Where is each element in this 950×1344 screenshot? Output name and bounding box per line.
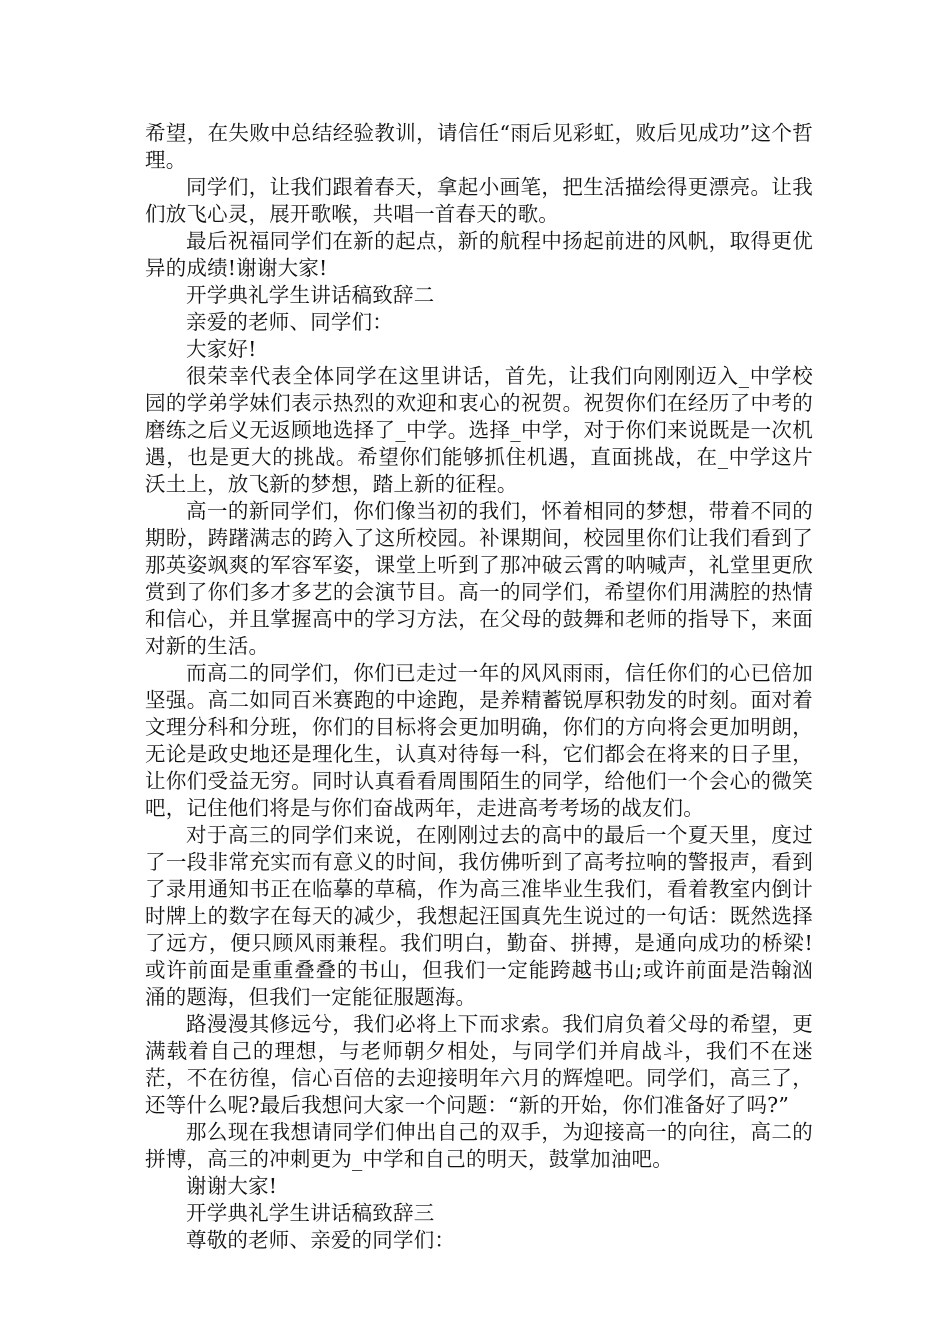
paragraph: 同学们，让我们跟着春天，拿起小画笔，把生活描绘得更漂亮。让我们放飞心灵，展开歌喉，共唱一首春天的歌。 [145, 175, 813, 226]
section-title: 开学典礼学生讲话稿致辞二 [186, 283, 435, 307]
paragraph: 希望，在失败中总结经验教训，请信任“雨后见彩虹，败后见成功”这个哲理。 [145, 121, 813, 172]
greeting: 大家好! [186, 337, 257, 361]
document-body [145, 120, 813, 1254]
closing-thanks: 谢谢大家! [186, 1174, 278, 1198]
paragraph: 那么现在我想请同学们伸出自己的双手，为迎接高一的向往，高二的拼博，高三的冲刺更为_中学和自己的明天，鼓掌加油吧。 [145, 1120, 813, 1171]
paragraph: 对于高三的同学们来说，在刚刚过去的高中的最后一个夏天里，度过了一段非常充实而有意义的时间，我仿佛听到了高考拉响的警报声，看到了录用通知书正在临摹的草稿，作为高三准毕业生我们，看着教室内倒计时牌上的数字在每天的减少，我想起汪国真先生说过的一句话：既然选择了远方，便只顾风雨兼程。我们明白，勤奋、拼搏，是通向成功的桥梁!或许前面是重重叠叠的书山，但我们一定能跨越书山;或许前面是浩翰汹涌的题海，但我们一定能征服题海。 [145, 823, 813, 1009]
paragraph: 最后祝福同学们在新的起点，新的航程中扬起前进的风帆，取得更优异的成绩!谢谢大家! [145, 229, 813, 280]
salutation: 亲爱的老师、同学们： [186, 310, 393, 334]
paragraph: 很荣幸代表全体同学在这里讲话，首先，让我们向刚刚迈入_中学校园的学弟学妹们表示热烈的欢迎和衷心的祝贺。祝贺你们在经历了中考的磨练之后义无返顾地选择了_中学。选择_中学，对于你们来说既是一次机遇，也是更大的挑战。希望你们能够抓住机遇，直面挑战，在_中学这片沃土上，放飞新的梦想，踏上新的征程。 [145, 364, 813, 496]
paragraph: 高一的新同学们，你们像当初的我们，怀着相同的梦想，带着不同的期盼，踌躇满志的跨入了这所校园。补课期间，校园里你们让我们看到了那英姿飒爽的军容军姿，课堂上听到了那冲破云霄的呐喊声，礼堂里更欣赏到了你们多才多艺的会演节目。高一的同学们，希望你们用满腔的热情和信心，并且掌握高中的学习方法，在父母的鼓舞和老师的指导下，来面对新的生活。 [145, 499, 813, 658]
paragraph: 而高二的同学们，你们已走过一年的风风雨雨，信任你们的心已倍加坚强。高二如同百米赛跑的中途跑，是养精蓄锐厚积勃发的时刻。面对着文理分科和分班，你们的目标将会更加明确，你们的方向将会更加明朗，无论是政史地还是理化生，认真对待每一科，它们都会在将来的日子里，让你们受益无穷。同时认真看看周围陌生的同学，给他们一个会心的微笑吧，记住他们将是与你们奋战两年，走进高考考场的战友们。 [145, 661, 813, 820]
salutation: 尊敬的老师、亲爱的同学们： [186, 1228, 456, 1252]
paragraph: 路漫漫其修远兮，我们必将上下而求索。我们肩负着父母的希望，更满载着自己的理想，与老师朝夕相处，与同学们并肩战斗，我们不在迷茫，不在彷徨，信心百倍的去迎接明年六月的辉煌吧。同学们，高三了，还等什么呢?最后我想问大家一个问题：“新的开始，你们准备好了吗?” [145, 1012, 813, 1117]
section-title: 开学典礼学生讲话稿致辞三 [186, 1201, 435, 1225]
